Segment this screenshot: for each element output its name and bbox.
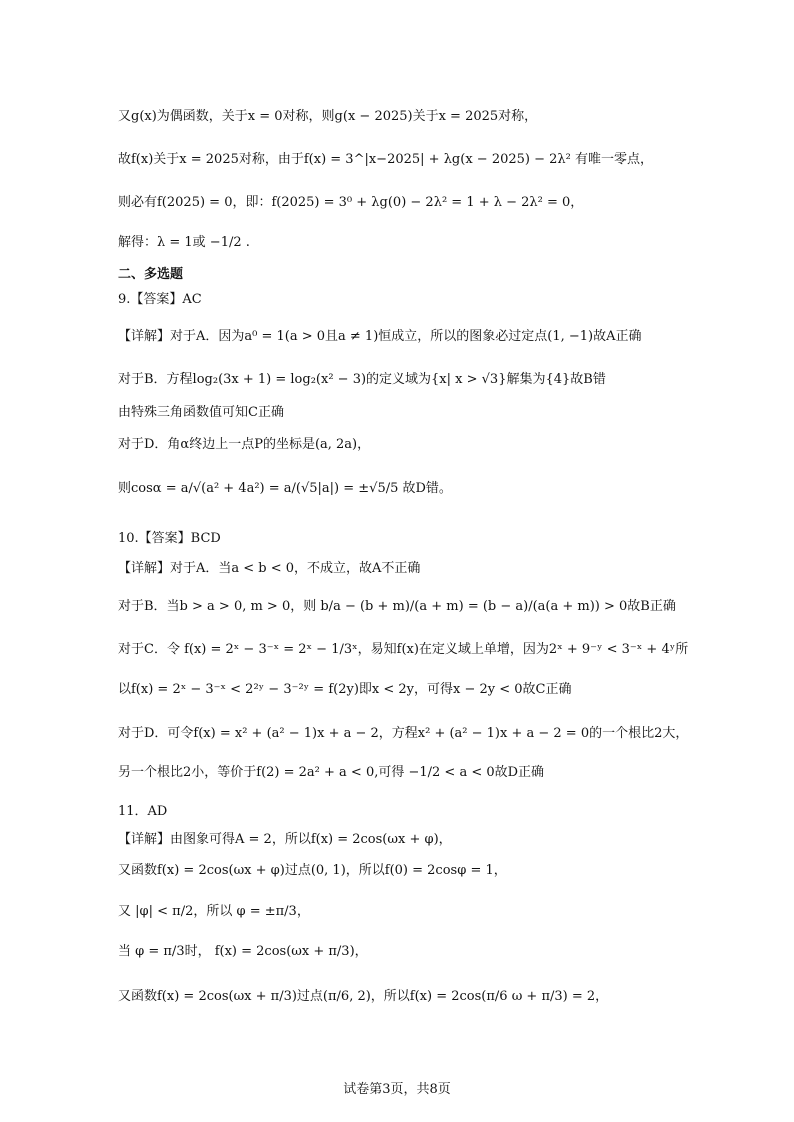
line-3: 则必有f(2025) = 0，即：f(2025) = 3⁰ + λg(0) − 2λ² = 1 + λ − 2λ² = 0， <box>118 195 584 210</box>
line-4: 解得：λ = 1或 −1/2 . <box>118 235 250 250</box>
line-10: 对于D．角α终边上一点P的坐标是(a, 2a)， <box>118 437 371 452</box>
line-7: 【详解】对于A．因为a⁰ = 1(a > 0且a ≠ 1)恒成立，所以的图象必过定点(1, −1)故A正确 <box>118 329 642 344</box>
line-11: 则cosα = a/√(a² + 4a²) = a/(√5|a|) = ±√5/5 故D错。 <box>118 481 452 496</box>
line-18: 另一个根比2小，等价于f(2) = 2a² + a < 0,可得 −1/2 < a < 0故D正确 <box>118 765 545 780</box>
section-heading: 二、多选题 <box>118 267 184 282</box>
line-20: 【详解】由图象可得A = 2，所以f(x) = 2cos(ωx + φ)， <box>118 832 452 847</box>
line-23: 当 φ = π/3时， f(x) = 2cos(ωx + π/3)， <box>118 944 368 959</box>
line-13: 【详解】对于A．当a < b < 0，不成立，故A不正确 <box>118 561 421 576</box>
q11-answer: 11．AD <box>118 804 168 819</box>
line-8: 对于B．方程log₂(3x + 1) = log₂(x² − 3)的定义域为{x| x > √3}解集为{4}故B错 <box>118 372 606 387</box>
line-15: 对于C．令 f(x) = 2ˣ − 3⁻ˣ = 2ˣ − 1/3ˣ，易知f(x)在定义域上单增，因为2ˣ + 9⁻ʸ < 3⁻ˣ + 4ʸ所 <box>118 642 689 657</box>
line-21: 又函数f(x) = 2cos(ωx + φ)过点(0, 1)，所以f(0) = 2cosφ = 1， <box>118 863 507 878</box>
q9-answer: 9.【答案】AC <box>118 292 202 307</box>
line-16: 以f(x) = 2ˣ − 3⁻ˣ < 2²ʸ − 3⁻²ʸ = f(2y)即x < 2y，可得x − 2y < 0故C正确 <box>118 682 572 697</box>
line-22: 又 |φ| < π/2，所以 φ = ±π/3， <box>118 904 310 919</box>
line-9: 由特殊三角函数值可知C正确 <box>118 405 284 420</box>
q10-answer: 10.【答案】BCD <box>118 531 221 546</box>
line-17: 对于D．可令f(x) = x² + (a² − 1)x + a − 2，方程x² + (a² − 1)x + a − 2 = 0的一个根比2大， <box>118 726 689 741</box>
line-24: 又函数f(x) = 2cos(ωx + π/3)过点(π/6, 2)，所以f(x) = 2cos(π/6 ω + π/3) = 2， <box>118 989 609 1004</box>
page-footer: 试卷第3页，共8页 <box>343 1082 451 1097</box>
line-1: 又g(x)为偶函数，关于x = 0对称，则g(x − 2025)关于x = 2025对称， <box>118 109 538 124</box>
line-14: 对于B．当b > a > 0, m > 0，则 b/a − (b + m)/(a + m) = (b − a)/(a(a + m)) > 0故B正确 <box>118 599 676 614</box>
line-2: 故f(x)关于x = 2025对称，由于f(x) = 3^|x−2025| + λg(x − 2025) − 2λ² 有唯一零点， <box>118 152 653 167</box>
